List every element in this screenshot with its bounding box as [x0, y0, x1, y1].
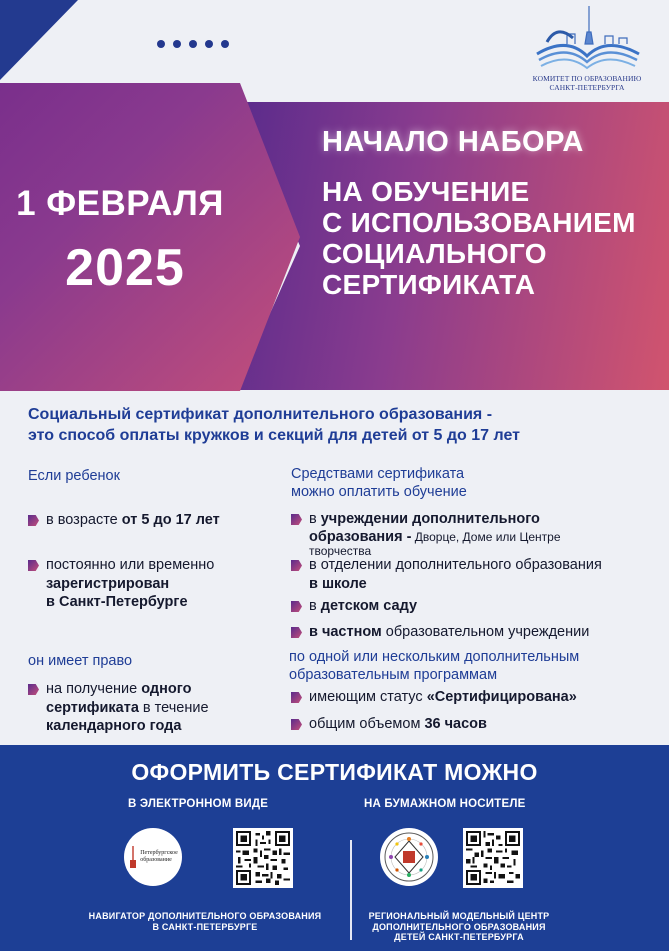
list-item-registration: постоянно или временно зарегистрирован в Санкт-Петербурге [28, 556, 214, 612]
committee-logo [512, 4, 662, 96]
hero-sub-line: НА ОБУЧЕНИЕ [322, 176, 530, 207]
corner-triangle [0, 0, 78, 80]
logo-line-1: КОМИТЕТ ПО ОБРАЗОВАНИЮ [532, 74, 642, 83]
right-heading-1: Средствами сертификата можно оплатить обучение [291, 466, 467, 500]
spire-book-icon [527, 4, 647, 74]
hero-sub-line: СОЦИАЛЬНОГО [322, 238, 547, 269]
start-date: 1 ФЕВРАЛЯ [16, 184, 224, 223]
list-item-status: имеющим статус «Сертифицирована» [291, 688, 577, 707]
list-item-hours: общим объемом 36 часов [291, 715, 487, 734]
list-item-right: на получение одного сертификата в течение календарного года [28, 680, 209, 736]
footer-banner [0, 745, 669, 951]
list-item-school: в отделении дополнительного образования в школе [291, 556, 602, 593]
qr-code-navigator[interactable] [233, 828, 293, 888]
footer-title: ОФОРМИТЬ СЕРТИФИКАТ МОЖНО [131, 759, 538, 785]
electronic-label: В ЭЛЕКТРОННОМ ВИДЕ [128, 798, 269, 810]
list-item-private: в частном образовательном учреждении [291, 623, 589, 642]
left-heading-1: Если ребенок [28, 468, 120, 484]
hero-sub-line: С ИСПОЛЬЗОВАНИЕМ [322, 207, 636, 238]
hero-banner-left [0, 83, 300, 391]
list-item-age: в возрасте от 5 до 17 лет [28, 511, 220, 530]
start-year: 2025 [65, 239, 185, 297]
bullet-icon [291, 627, 302, 638]
navigator-caption: НАВИГАТОР ДОПОЛНИТЕЛЬНОГО ОБРАЗОВАНИЯ В САНКТ-ПЕТЕРБУРГЕ [88, 911, 322, 932]
paper-label: НА БУМАЖНОМ НОСИТЕЛЕ [364, 798, 526, 810]
regional-center-logo [380, 828, 438, 886]
spire-icon [128, 846, 138, 868]
bullet-icon [291, 514, 302, 525]
list-item-kindergarten: в детском саду [291, 597, 417, 616]
hero-title: НАЧАЛО НАБОРА [322, 126, 584, 158]
hero-subtitle [322, 176, 636, 300]
petersburg-education-logo: Петербургское образование [124, 828, 182, 886]
logo-line-2: САНКТ-ПЕТЕРБУРГА [549, 83, 625, 92]
bullet-icon [28, 684, 39, 695]
qr-icon [466, 831, 520, 885]
qr-code-regional-center[interactable] [463, 828, 523, 888]
regional-emblem-icon [383, 831, 435, 883]
bullet-icon [291, 719, 302, 730]
footer-divider [350, 840, 352, 940]
regional-center-caption: РЕГИОНАЛЬНЫЙ МОДЕЛЬНЫЙ ЦЕНТР ДОПОЛНИТЕЛЬНОГО ОБРАЗОВАНИЯ ДЕТЕЙ САНКТ-ПЕТЕРБУРГА [368, 911, 550, 942]
intro-line-1: Социальный сертификат дополнительного образования - [28, 406, 493, 423]
hero-sub-line: СЕРТИФИКАТА [322, 269, 536, 300]
decorative-dots [157, 40, 229, 48]
bullet-icon [291, 601, 302, 612]
left-heading-2: он имеет право [28, 653, 133, 669]
intro-line-2: это способ оплаты кружков и секций для детей от 5 до 17 лет [28, 427, 520, 444]
bullet-icon [28, 560, 39, 571]
bullet-icon [291, 692, 302, 703]
intro-text [28, 404, 520, 446]
bullet-icon [28, 515, 39, 526]
list-item-institution: в учреждении дополнительного образования - Дворце, Доме или Центре творчества [291, 510, 561, 558]
bullet-icon [291, 560, 302, 571]
right-heading-2: по одной или нескольким дополнительным образовательным программам [289, 649, 580, 683]
qr-icon [236, 831, 290, 885]
